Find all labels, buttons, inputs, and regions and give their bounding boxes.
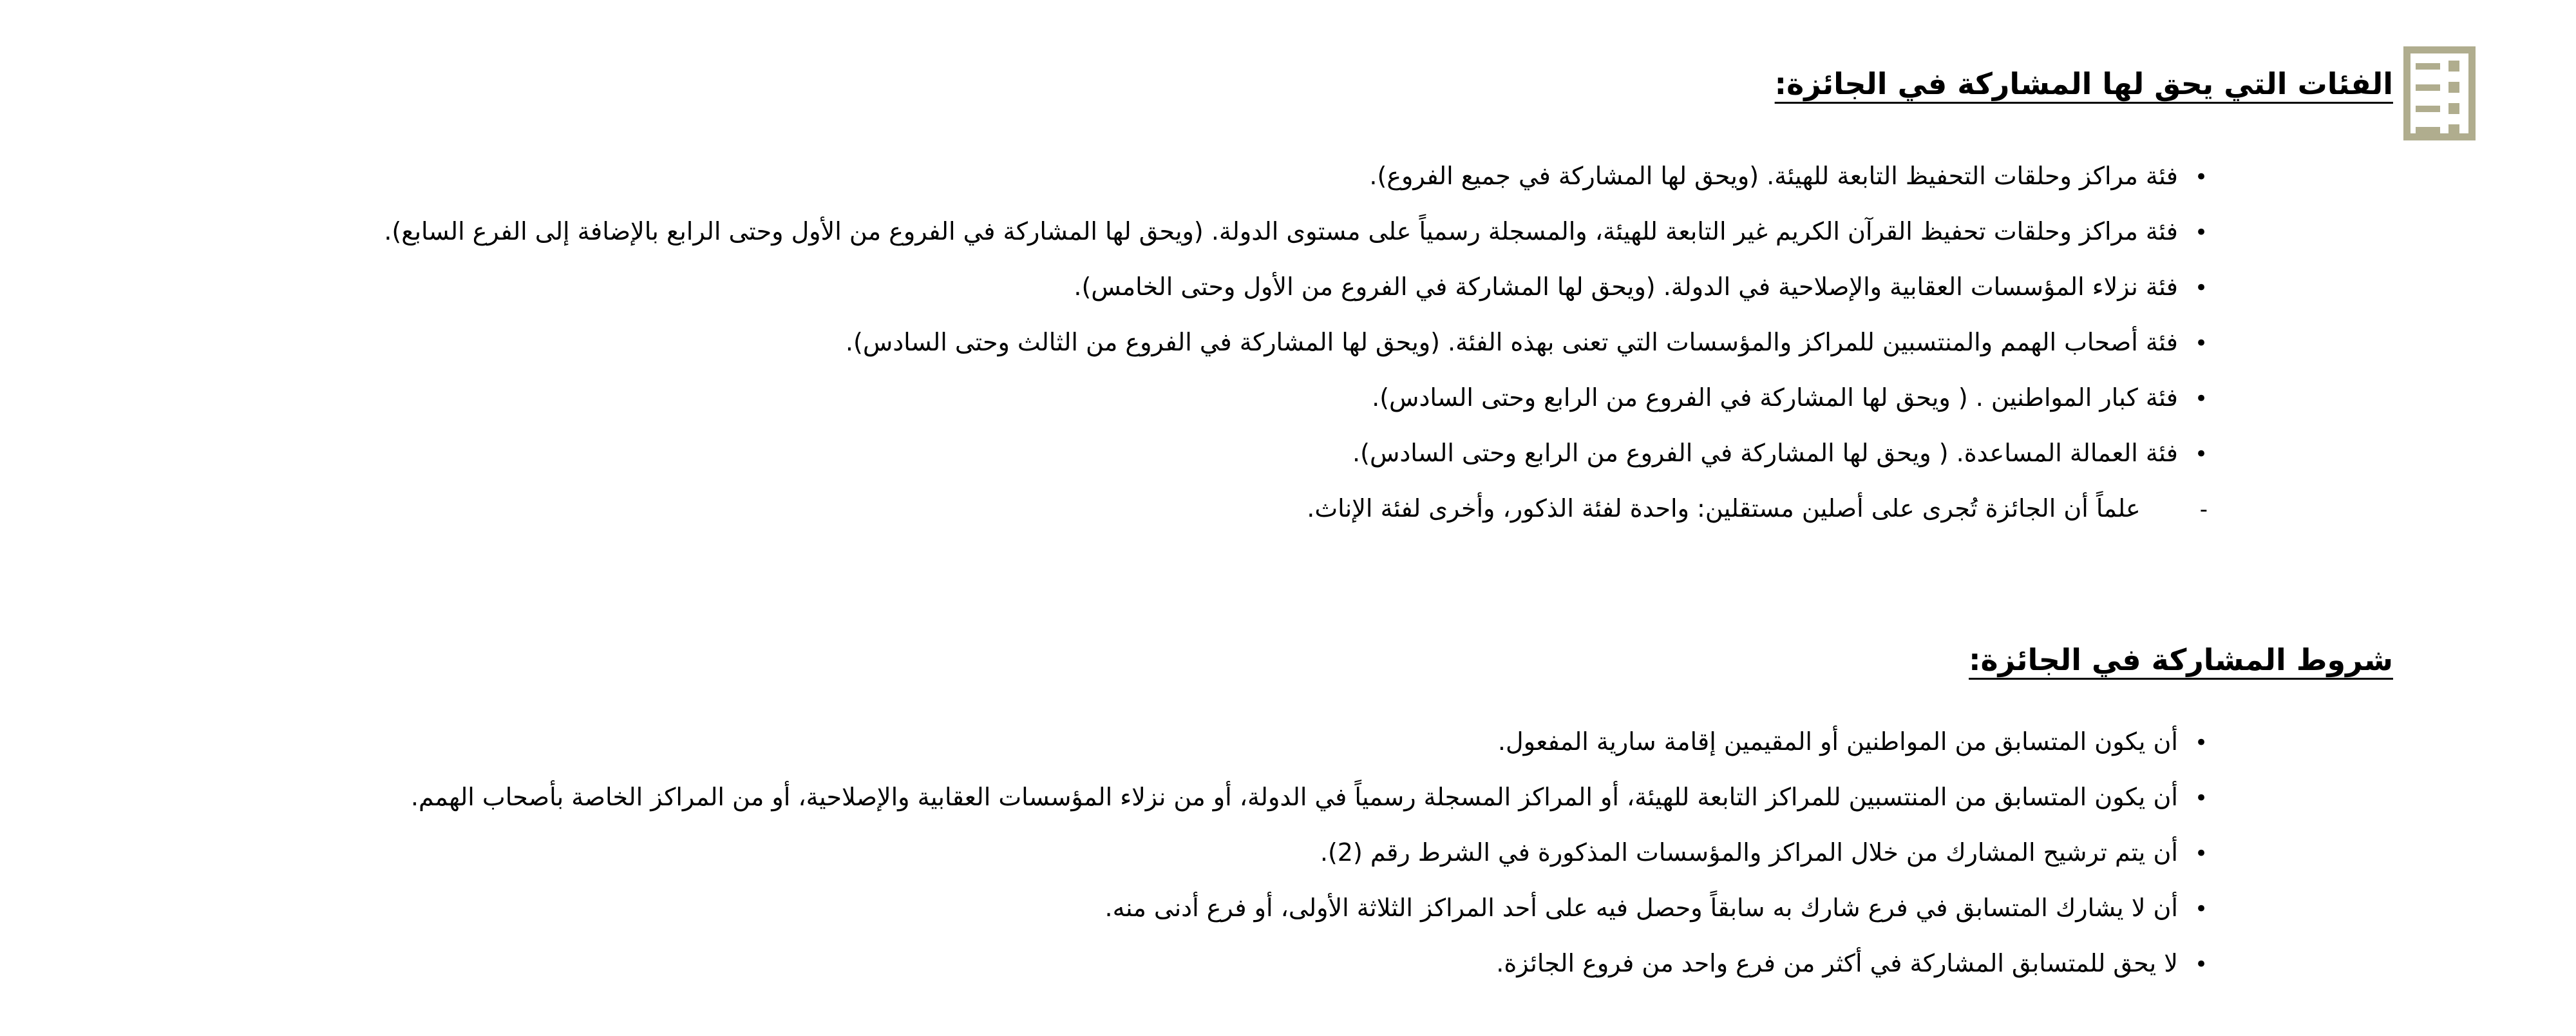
list-item-text: لا يحق للمتسابق المشاركة في أكثر من فرع واحد من فروع الجائزة.	[1496, 948, 2178, 977]
document-content	[93, 46, 2476, 1002]
section1-bullet-list	[93, 160, 2476, 470]
list-item-text: أن لا يشارك المتسابق في فرع شارك به سابقاً وحصل فيه على أحد المراكز الثلاثة الأولى، أو فرع أدنى منه.	[1104, 893, 2178, 922]
list-item-text: فئة مراكز وحلقات التحفيظ التابعة للهيئة. (ويحق لها المشاركة في جميع الفروع).	[1369, 162, 2178, 190]
bullet-icon: •	[2194, 785, 2208, 811]
bullet-icon: •	[2194, 275, 2208, 301]
list-item	[93, 160, 2208, 193]
list-item	[93, 215, 2208, 249]
bullet-icon: •	[2194, 729, 2208, 756]
note-text: علماً أن الجائزة تُجرى على أصلين مستقلين: واحدة لفئة الذكور، وأخرى لفئة الإناث.	[1307, 494, 2141, 523]
list-item	[93, 781, 2208, 814]
bullet-icon: •	[2194, 386, 2208, 412]
section2-bullet-list	[93, 725, 2476, 981]
dash-icon: -	[2199, 497, 2208, 523]
section2-heading: شروط المشاركة في الجائزة:	[1969, 642, 2393, 677]
list-item	[93, 947, 2208, 981]
bullet-icon: •	[2194, 896, 2208, 922]
list-item	[93, 437, 2208, 470]
list-item-text: فئة مراكز وحلقات تحفيظ القرآن الكريم غير التابعة للهيئة، والمسجلة رسمياً على مستوى الدولة. (ويحق لها المشاركة في الفروع من الأول وحتى الرابع بالإضافة إلى الفرع السابع).	[384, 217, 2178, 245]
bullet-icon: •	[2194, 840, 2208, 867]
list-item	[93, 381, 2208, 415]
list-item	[93, 326, 2208, 360]
list-icon	[2403, 46, 2476, 140]
list-item-text: أن يكون المتسابق من المنتسبين للمراكز التابعة للهيئة، أو المراكز المسجلة رسمياً في الدولة، أو من نزلاء المؤسسات العقابية والإصلاحية، أو من المراكز الخاصة بأصحاب الهمم.	[410, 782, 2178, 811]
list-item	[93, 836, 2208, 870]
bullet-icon: •	[2194, 331, 2208, 356]
list-item-text: فئة العمالة المساعدة. ( ويحق لها المشاركة في الفروع من الرابع وحتى السادس).	[1352, 439, 2178, 467]
list-item-text: فئة كبار المواطنين . ( ويحق لها المشاركة في الفروع من الرابع وحتى السادس).	[1372, 383, 2178, 412]
note-row	[93, 492, 2476, 526]
list-item-text: فئة أصحاب الهمم والمنتسبين للمراكز والمؤسسات التي تعنى بهذه الفئة. (ويحق لها المشاركة في الفروع من الثالث وحتى السادس).	[845, 328, 2178, 356]
bullet-icon: •	[2194, 220, 2208, 245]
bullet-icon: •	[2194, 164, 2208, 190]
list-item	[93, 892, 2208, 925]
list-item	[93, 271, 2208, 304]
section1-heading-row	[93, 46, 2476, 140]
list-item-text: أن يتم ترشيح المشارك من خلال المراكز والمؤسسات المذكورة في الشرط رقم (2).	[1320, 838, 2178, 867]
list-item-text: أن يكون المتسابق من المواطنين أو المقيمين إقامة سارية المفعول.	[1497, 727, 2178, 756]
bullet-icon: •	[2194, 951, 2208, 977]
list-item-text: فئة نزلاء المؤسسات العقابية والإصلاحية في الدولة. (ويحق لها المشاركة في الفروع من الأول وحتى الخامس).	[1074, 273, 2178, 301]
list-item	[93, 725, 2208, 759]
bullet-icon: •	[2194, 441, 2208, 467]
section1-heading: الفئات التي يحق لها المشاركة في الجائزة:	[1774, 66, 2393, 101]
